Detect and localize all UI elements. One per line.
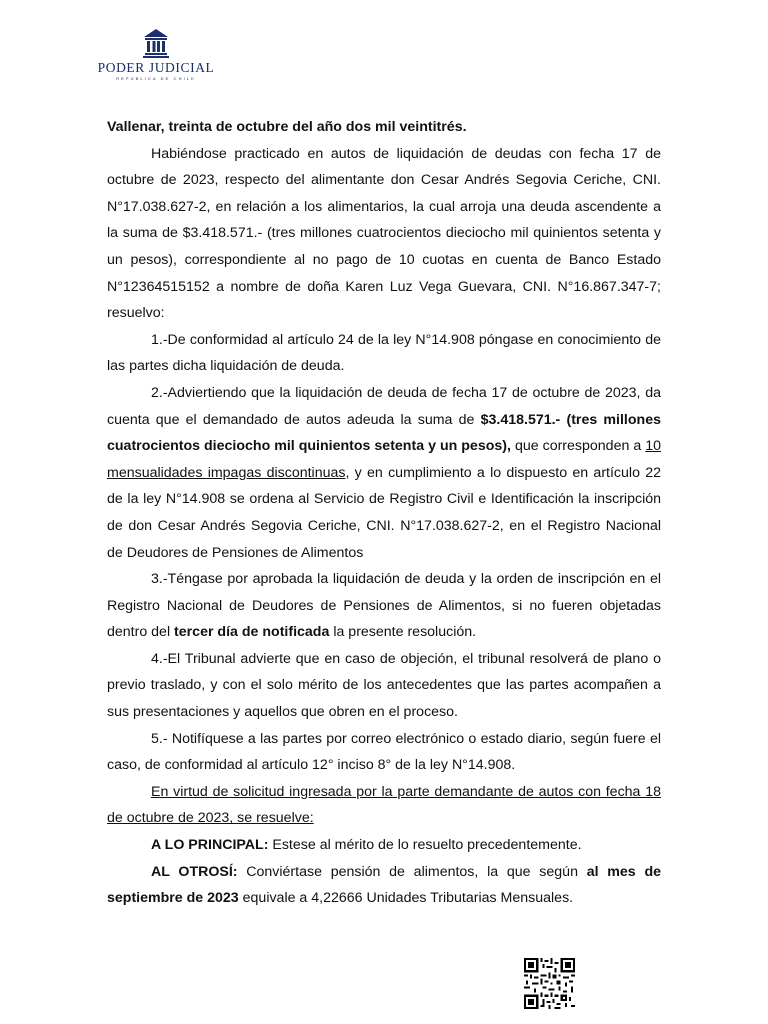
paragraph-2-text-c: , y en cumplimiento a lo dispuesto en artículo 22 de la ley N°14.908 se ordena al Servicio de Registro Civil e Identificación la inscripción de don Cesar Andrés Segovia Ceriche, CNI. N°17.038.627-2, en el Registro Nacional de Deudores de Pensiones de Alimentos [107,464,662,561]
otrosi-text-a: Conviértase pensión de alimentos, la que según [237,863,587,880]
paragraph-3-text-a: 3.-Téngase por aprobada la liquidación de deuda y la orden de inscripción en el Registro Nacional de Deudores de Pensiones de Alimentos, si no fueren objetadas dentro del [107,571,661,641]
debt-amount-bold: $3.418.571.- (tres millones cuatrocientos dieciocho mil quinientos setenta y un pesos), [107,411,661,455]
paragraph-request [107,779,661,832]
paragraph-3 [107,566,661,646]
poder-judicial-logo [94,22,218,92]
paragraph-principal [107,832,661,859]
paragraph-3-text-b: la presente resolución. [329,624,477,641]
paragraph-2-text-b: que corresponden a [510,438,646,455]
resolution-body [107,114,661,912]
logo-subtitle: REPÚBLICA DE CHILE [116,76,196,81]
deadline-bold: tercer día de notificada [174,624,330,641]
paragraph-5: 5.- Notifíquese a las partes por correo electrónico o estado diario, según fuere el caso, de conformidad al artículo 12° inciso 8° de la ley N°14.908. [107,730,661,774]
month-bold: al mes de septiembre de 2023 [107,863,661,907]
paragraph-4: 4.-El Tribunal advierte que en caso de objeción, el tribunal resolverá de plano o previo traslado, y con el solo mérito de los antecedentes que las partes acompañen a sus presentaciones y aquellos que obren en el proceso. [107,650,661,721]
paragraph-intro: Habiéndose practicado en autos de liquidación de deudas con fecha 17 de octubre de 2023, respecto del alimentante don Cesar Andrés Segovia Ceriche, CNI. N°17.038.627-2, en relación a los alimentarios, la cual arroja una deuda ascendente a la suma de $3.418.571.- (tres millones cuatrocientos dieciocho mil quinientos setenta y un pesos), correspondiente al no pago de 10 cuotas en cuenta de Banco Estado N°12364515152 a nombre de doña Karen Luz Vega Guevara, CNI. N°16.867.347-7; resuelvo: [107,145,661,322]
unpaid-installments-underlined: 10 mensualidades impagas discontinuas [107,438,661,481]
request-underlined: En virtud de solicitud ingresada por la parte demandante de autos con fecha 18 de octubre de 2023, se resuelve: [107,783,661,827]
logo-title: PODER JUDICIAL [97,60,215,75]
otrosi-label: AL OTROSÍ: [151,863,238,880]
principal-label: A LO PRINCIPAL: [151,837,269,854]
paragraph-1: 1.-De conformidad al artículo 24 de la ley N°14.908 póngase en conocimiento de las partes dicha liquidación de deuda. [107,331,661,375]
otrosi-text-b: equivale a 4,22666 Unidades Tributarias Mensuales. [238,890,574,907]
date-line: Vallenar, treinta de octubre del año dos mil veintitrés. [107,119,467,135]
qr-code-icon [524,958,575,1009]
principal-text: Estese al mérito de lo resuelto precedentemente. [268,837,582,854]
paragraph-2 [107,380,661,566]
paragraph-2-text-a: 2.-Adviertiendo que la liquidación de deuda de fecha 17 de octubre de 2023, da cuenta que el demandado de autos adeuda la suma de [107,384,661,428]
courthouse-icon [143,28,169,58]
paragraph-otrosi [107,859,661,912]
